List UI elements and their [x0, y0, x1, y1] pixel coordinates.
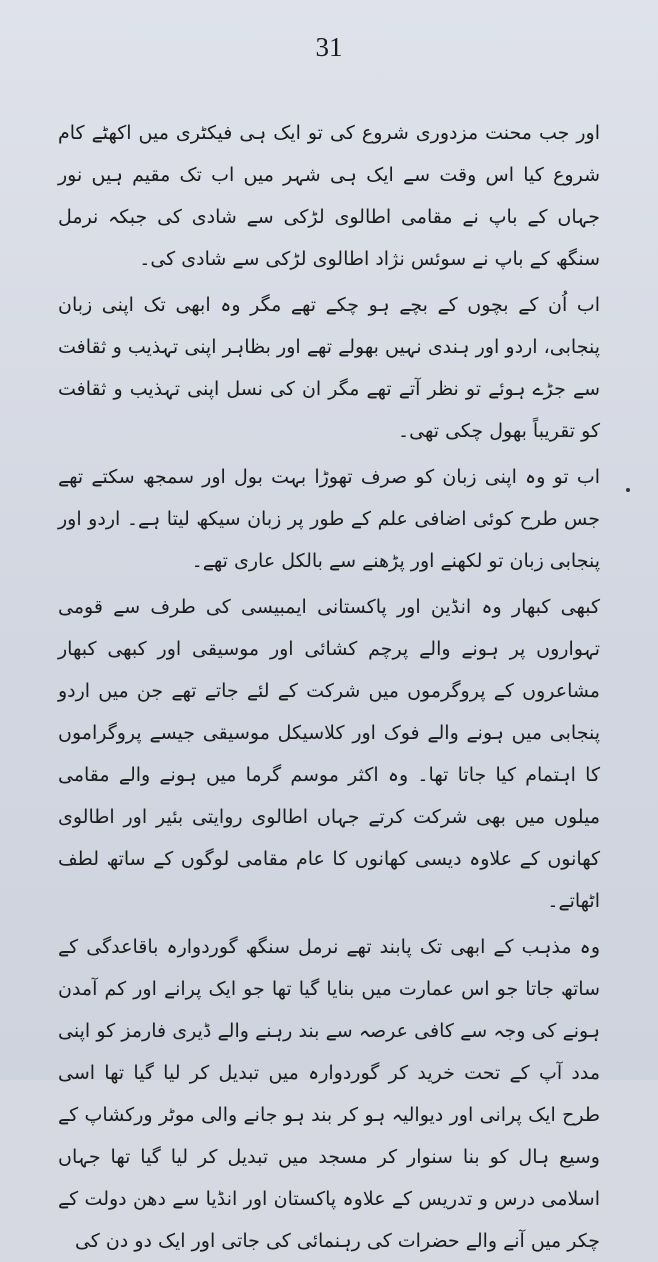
body-text: [58, 112, 600, 1262]
margin-dot-mark: [626, 488, 630, 492]
paragraph-4: کبھی کبھار وہ انڈین اور پاکستانی ایمبیسی کی طرف سے قومی تہواروں پر ہونے والے پرچم کشائی اور موسیقی اور کبھی کبھار مشاعروں کے پروگرموں میں شرکت کے لئے جاتے تھے جن میں اردو پنجابی میں ہونے والے فوک اور کلاسیکل موسیقی جیسے پروگراموں کا اہتمام کیا جاتا تھا۔ وہ اکثر موسم گرما میں ہونے والے مقامی میلوں میں بھی شرکت کرتے جہاں اطالوی روایتی بئیر اور اطالوی کھانوں کے علاوہ دیسی کھانوں کا عام مقامی لوگوں کے ساتھ لطف اٹھاتے۔: [58, 596, 600, 912]
paragraph-2: اب اُن کے بچوں کے بچے ہو چکے تھے مگر وہ ابھی تک اپنی زبان پنجابی، اردو اور ہندی نہیں بھولے تھے اور بظاہر اپنی تہذیب و ثقافت سے جڑے ہوئے تو نظر آتے تھے مگر ان کی نسل اپنی تہذیب و ثقافت کو تقریباً بھول چکی تھی۔: [58, 294, 600, 442]
paragraph-5: وہ مذہب کے ابھی تک پابند تھے نرمل سنگھ گوردوارہ باقاعدگی کے ساتھ جاتا جو اس عمارت میں بنایا گیا تھا جو ایک پرانے اور کم آمدن ہونے کی وجہ سے کافی عرصہ سے بند رہنے والے ڈیری فارمز کو اپنی مدد آپ کے تحت خرید کر گوردوارہ میں تبدیل کر لیا گیا تھا اسی طرح ایک پرانی اور دیوالیہ ہو کر بند ہو جانے والی موٹر ورکشاپ کے وسیع ہال کو بنا سنوار کر مسجد میں تبدیل کر لیا گیا تھا جہاں اسلامی درس و تدریس کے علاوہ پاکستان اور انڈیا سے دھن دولت کے چکر میں آنے والے حضرات کی رہنمائی کی جاتی اور ایک دو دن کی: [58, 936, 600, 1252]
page-number: 31: [315, 32, 343, 62]
paragraph-1: اور جب محنت مزدوری شروع کی تو ایک ہی فیکٹری میں اکھٹے کام شروع کیا اس وقت سے ایک ہی شہر میں اب تک مقیم ہیں نور جہاں کے باپ نے مقامی اطالوی لڑکی سے شادی کی جبکہ نرمل سنگھ کے باپ نے سوئس نژاد اطالوی لڑکی سے شادی کی۔: [58, 122, 600, 270]
paragraph-3: اب تو وہ اپنی زبان کو صرف تھوڑا بہت بول اور سمجھ سکتے تھے جس طرح کوئی اضافی علم کے طور پر زبان سیکھ لیتا ہے۔ اردو اور پنجابی زبان تو لکھنے اور پڑھنے سے بالکل عاری تھے۔: [58, 466, 600, 572]
